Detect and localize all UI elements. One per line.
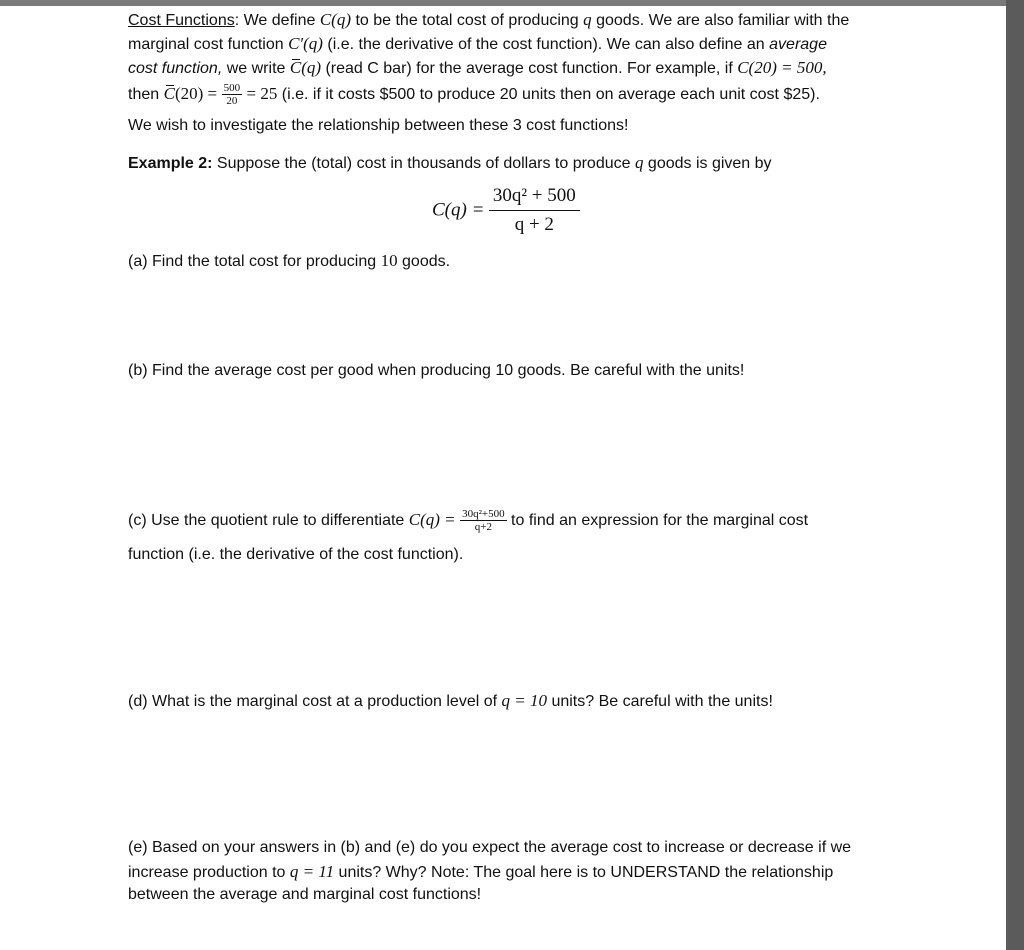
question-b: (b) Find the average cost per good when producing 10 goods. Be careful with the units! [128,362,745,379]
question-d: (d) What is the marginal cost at a production level of q = 10 units? Be careful with the units! [128,691,773,710]
example-2-statement: Example 2: Suppose the (total) cost in thousands of dollars to produce q goods is given by [128,153,772,172]
intro-line-4: then C(20) = $\frac{500}{20}$ = 25 (i.e. if it costs $500 to produce 20 units then on average each unit cost $25). [128,82,820,108]
section-heading: Cost Functions [128,12,235,29]
question-c-line-2: function (i.e. the derivative of the cost function). [128,546,464,563]
viewer-right-border [1006,0,1024,950]
document-page [0,6,1006,950]
small-cost-fraction: $\frac{\text{30q²+500}}{q+2}$ [462,508,505,534]
question-e-line-1: (e) Based on your answers in (b) and (e) do you expect the average cost to increase or decrease if we [128,839,852,856]
intro-line-5: We wish to investigate the relationship between these 3 cost functions! [128,117,629,134]
question-c: (c) Use the quotient rule to differentiate C(q) = $\frac{\text{30q²+500}}{q+2}$ to find an expression for the marginal cost [128,508,809,534]
question-e-line-2: increase production to q = 11 units? Why? Note: The goal here is to UNDERSTAND the relationship [128,862,834,881]
fraction-500-over-20: $\frac{500}{20}$ [223,82,241,108]
intro-line-3: cost function, we write C(q) (read C bar) for the average cost function. For example, if C(20) = 500, [128,56,827,81]
question-e-line-3: between the average and marginal cost functions! [128,886,482,903]
intro-line-2: marginal cost function C′(q) (i.e. the derivative of the cost function). We can also define an average [128,34,827,53]
cost-function-equation: C(q) = $\frac{\text{30q² + 500}}{q + 2}$ [432,184,580,237]
question-a: (a) Find the total cost for producing 10 goods. [128,251,451,270]
example-label: Example 2: [128,155,213,172]
intro-line-1: Cost Functions: We define C(q) to be the total cost of producing q goods. We are also familiar with the [128,10,850,29]
cost-function-fraction: $\frac{\text{30q² + 500}}{q + 2}$ [489,184,580,237]
